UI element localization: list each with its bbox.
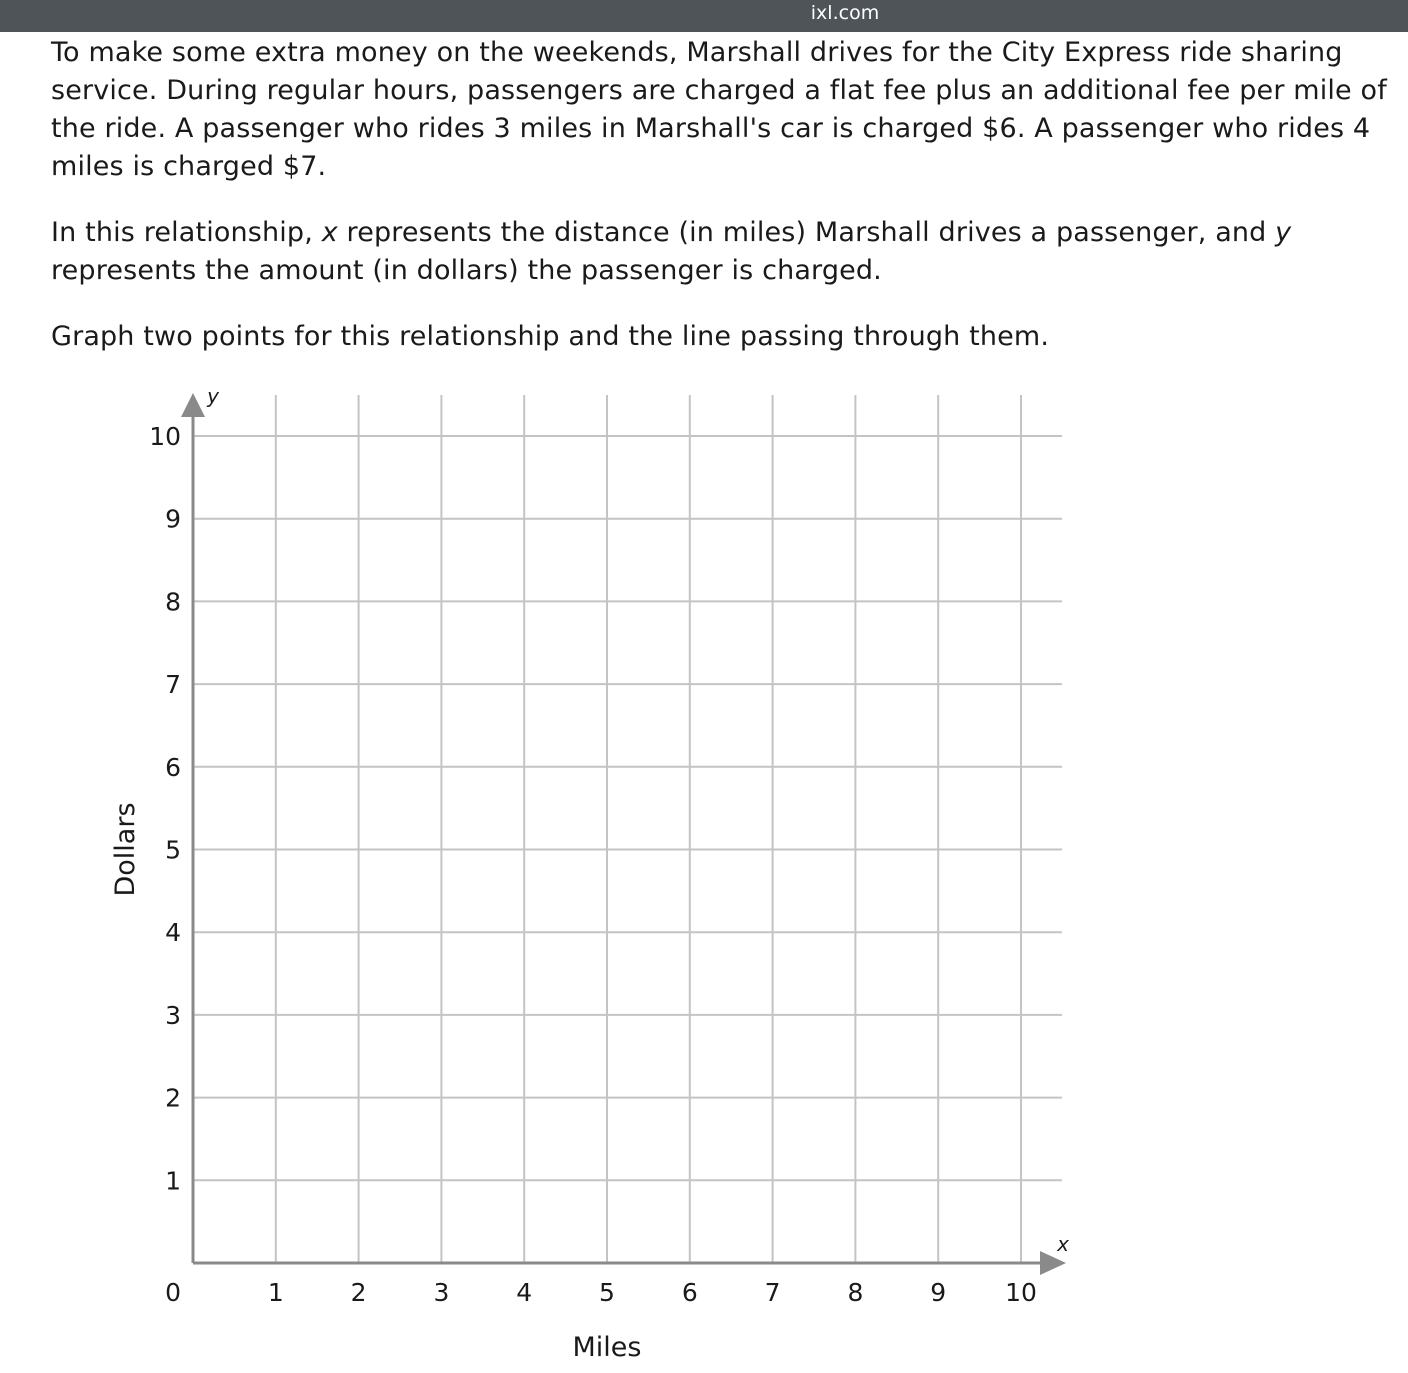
y-tick-label-10: 10 bbox=[149, 422, 181, 451]
variable-x: x bbox=[321, 217, 338, 248]
y-tick-label-2: 2 bbox=[165, 1083, 181, 1113]
grid-lines bbox=[193, 395, 1062, 1263]
y-tick-label-4: 4 bbox=[165, 918, 181, 948]
y-tick-label-3: 3 bbox=[165, 1000, 181, 1030]
y-tick-label-1: 1 bbox=[165, 1166, 181, 1196]
y-axis-arrow-icon bbox=[181, 393, 205, 417]
x-tick-label-1: 1 bbox=[267, 1278, 284, 1307]
x-tick-label-8: 8 bbox=[847, 1278, 864, 1307]
y-tick-label-5: 5 bbox=[165, 835, 181, 865]
x-tick-label-5: 5 bbox=[599, 1278, 615, 1307]
y-axis-variable: y bbox=[207, 384, 219, 408]
y-axis-title: Dollars bbox=[110, 802, 141, 897]
variable-y: y bbox=[1275, 217, 1292, 248]
x-tick-label-3: 3 bbox=[433, 1278, 450, 1307]
definition-text-3: represents the amount (in dollars) the passenger is charged. bbox=[51, 255, 882, 286]
instruction-text: Graph two points for this relationship and the line passing through them. bbox=[51, 321, 1050, 352]
x-axis-title: Miles bbox=[572, 1332, 642, 1363]
definition-text-2: represents the distance (in miles) Marshall drives a passenger, and bbox=[337, 217, 1276, 248]
axis-labels bbox=[110, 384, 1069, 1363]
axes bbox=[181, 393, 1066, 1275]
url-text[interactable]: ixl.com bbox=[810, 2, 880, 24]
x-tick-label-7: 7 bbox=[764, 1278, 781, 1307]
x-axis-variable: x bbox=[1057, 1232, 1069, 1256]
definition-text-1: In this relationship, bbox=[51, 217, 322, 248]
y-tick-label-9: 9 bbox=[165, 504, 181, 534]
x-tick-label-6: 6 bbox=[681, 1278, 698, 1307]
x-tick-label-4: 4 bbox=[516, 1278, 533, 1307]
origin-label: 0 bbox=[165, 1278, 181, 1307]
x-tick-label-10: 10 bbox=[1005, 1278, 1037, 1307]
y-tick-label-8: 8 bbox=[165, 587, 181, 617]
x-tick-label-2: 2 bbox=[350, 1278, 367, 1307]
x-tick-label-9: 9 bbox=[930, 1278, 947, 1307]
y-tick-label-6: 6 bbox=[165, 752, 181, 782]
problem-paragraph: To make some extra money on the weekends, Marshall drives for the City Express ride sharing service. During regular hours, passengers are charged a flat fee plus an additional fee per mile of the ride. A passenger who rides 3 miles in Marshall's car is charged $6. A passenger who rides 4 miles is charged $7. bbox=[51, 37, 1387, 182]
y-tick-label-7: 7 bbox=[165, 670, 181, 700]
